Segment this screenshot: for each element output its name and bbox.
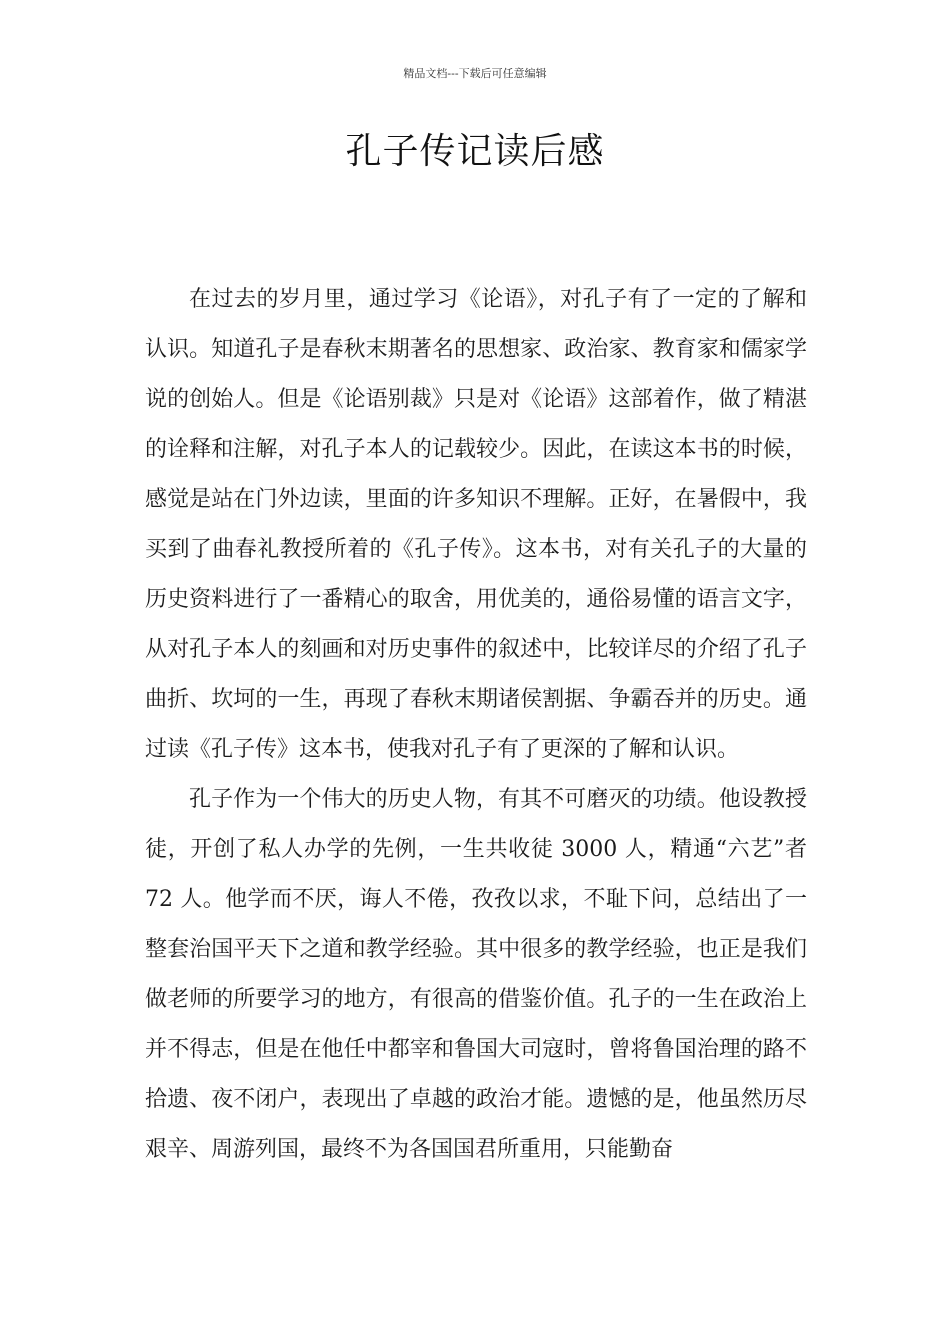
paragraph-1: 在过去的岁月里，通过学习《论语》，对孔子有了一定的了解和认识。知道孔子是春秋末期著名的思想家、政治家、教育家和儒家学说的创始人。但是《论语别裁》只是对《论语》这部着作，做了精湛的诠释和注解，对孔子本人的记载较少。因此，在读这本书的时候，感觉是站在门外边读，里面的许多知识不理解。正好，在暑假中，我买到了曲春礼教授所着的《孔子传》。这本书，对有关孔子的大量的历史资料进行了一番精心的取舍，用优美的，通俗易懂的语言文字，从对孔子本人的刻画和对历史事件的叙述中，比较详尽的介绍了孔子曲折、坎坷的一生，再现了春秋末期诸侯割据、争霸吞并的历史。通过读《孔子传》这本书，使我对孔子有了更深的了解和认识。 <box>145 287 807 762</box>
paragraph-2: 孔子作为一个伟大的历史人物，有其不可磨灭的功绩。他设教授徒，开创了私人办学的先例，一生共收徒 3000 人，精通“六艺”者 72 人。他学而不厌，诲人不倦，孜孜以求，不耻下问，总结出了一整套治国平天下之道和教学经验。其中很多的教学经验，也正是我们做老师的所要学习的地方，有很高的借鉴价值。孔子的一生在政治上并不得志，但是在他任中都宰和鲁国大司寇时，曾将鲁国治理的路不拾遗、夜不闭户，表现出了卓越的政治才能。遗憾的是，他虽然历尽艰辛、周游列国，最终不为各国国君所重用，只能勤奋 <box>145 787 807 1162</box>
header-note: 精品文档---下载后可任意编辑 <box>403 67 547 80</box>
document-title: 孔子传记读后感 <box>345 131 605 172</box>
document-body <box>145 275 807 1175</box>
